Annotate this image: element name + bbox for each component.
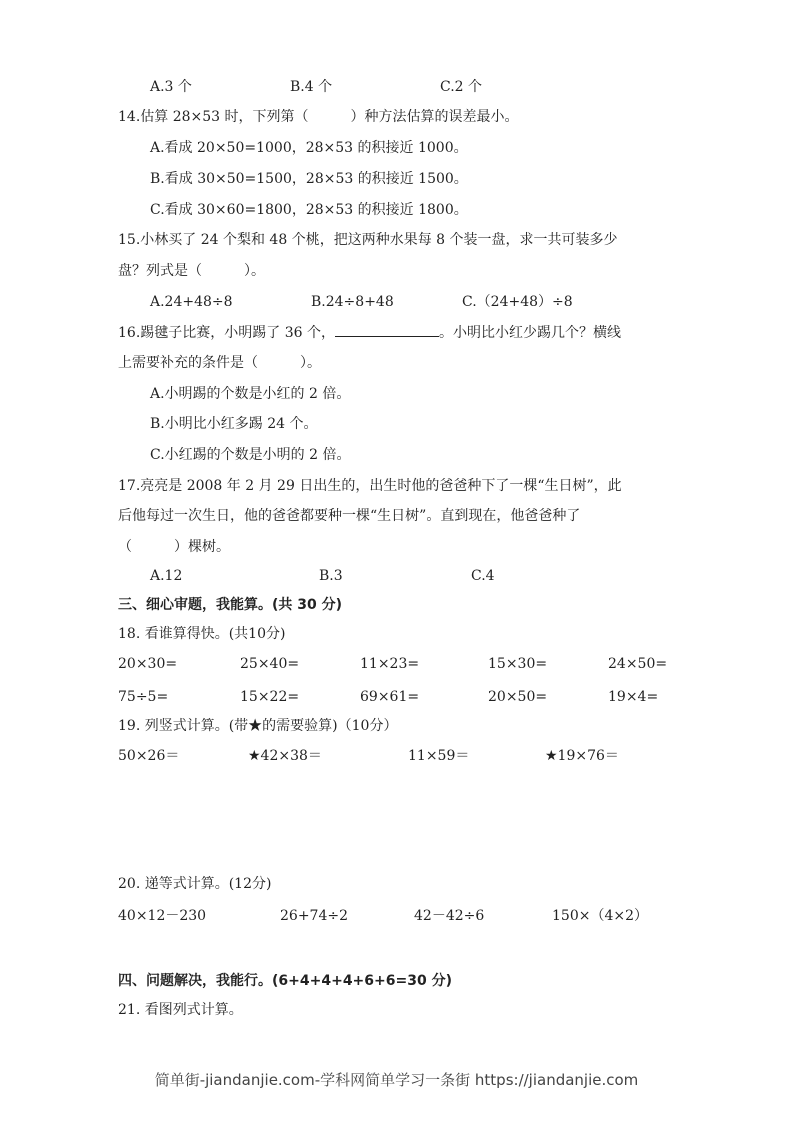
q15-option-c: C.（24+48）÷8 <box>462 294 573 310</box>
q18-row1-item: 24×50= <box>608 656 668 672</box>
q17-stem-line1: 17.亮亮是 2008 年 2 月 29 日出生的，出生时他的爸爸种下了一棵“生日树”，此 <box>118 478 622 494</box>
q16-stem-part2: 。小明比小红少踢几个？横线 <box>438 325 621 341</box>
q18-row1-item: 15×30= <box>488 656 548 672</box>
q18-row2-item: 19×4= <box>608 689 659 705</box>
q18-row1-item: 25×40= <box>240 656 300 672</box>
q18-row1-item: 20×30= <box>118 656 178 672</box>
q19-item: 50×26＝ <box>118 748 180 764</box>
q20-item: 42－42÷6 <box>414 908 485 924</box>
q13-option-c: C.2 个 <box>440 79 483 95</box>
answer-blank-line <box>335 322 439 337</box>
q17-option-a: A.12 <box>150 568 183 584</box>
q16-stem-line2: 上需要补充的条件是（ ）。 <box>118 355 321 371</box>
q21-stem: 21. 看图列式计算。 <box>118 1002 243 1018</box>
q14-option-c: C.看成 30×60=1800，28×53 的积接近 1800。 <box>150 202 468 218</box>
q20-item: 26+74÷2 <box>280 908 348 924</box>
page-footer: 简单街-jiandanjie.com-学科网简单学习一条街 https://jiandanjie.com <box>154 1071 639 1089</box>
q19-item: 11×59＝ <box>408 748 470 764</box>
q15-stem-line2: 盘？列式是（ ）。 <box>118 263 265 279</box>
q20-stem: 20. 递等式计算。(12分) <box>118 876 272 892</box>
q18-row1-item: 11×23= <box>360 656 420 672</box>
q18-row2-item: 69×61= <box>360 689 420 705</box>
q13-option-a: A.3 个 <box>150 79 192 95</box>
q16-option-c: C.小红踢的个数是小明的 2 倍。 <box>150 447 351 463</box>
q16-stem-part1: 16.踢毽子比赛，小明踢了 36 个， <box>118 325 335 341</box>
q15-stem-line1: 15.小林买了 24 个梨和 48 个桃，把这两种水果每 8 个装一盘，求一共可装多少 <box>118 232 618 248</box>
q14-option-a: A.看成 20×50=1000，28×53 的积接近 1000。 <box>150 140 468 156</box>
q15-option-b: B.24÷8+48 <box>311 294 394 310</box>
section4-title: 四、问题解决，我能行。(6+4+4+4+6+6=30 分) <box>118 973 452 989</box>
q16-option-b: B.小明比小红多踢 24 个。 <box>150 416 318 432</box>
q20-item: 40×12－230 <box>118 908 207 924</box>
q18-row2-item: 75÷5= <box>118 689 169 705</box>
q19-item-starred: ★42×38＝ <box>248 748 322 764</box>
q14-stem: 14.估算 28×53 时，下列第（ ）种方法估算的误差最小。 <box>118 109 519 125</box>
section3-title: 三、细心审题，我能算。(共 30 分) <box>118 597 343 613</box>
q17-stem-line2: 后他每过一次生日，他的爸爸都要种一棵“生日树”。直到现在，他爸爸种了 <box>118 508 581 524</box>
q19-stem: 19. 列竖式计算。(带★的需要验算)（10分） <box>118 718 398 734</box>
q19-item-starred: ★19×76＝ <box>545 748 619 764</box>
q17-stem-line3: （ ）棵树。 <box>118 539 230 555</box>
q18-stem: 18. 看谁算得快。(共10分) <box>118 626 286 642</box>
q17-option-b: B.3 <box>319 568 343 584</box>
q15-option-a: A.24+48÷8 <box>150 294 233 310</box>
q14-option-b: B.看成 30×50=1500，28×53 的积接近 1500。 <box>150 171 468 187</box>
q18-row2-item: 15×22= <box>240 689 300 705</box>
q16-stem-line1 <box>118 322 621 343</box>
q17-option-c: C.4 <box>471 568 495 584</box>
q20-item: 150×（4×2） <box>552 908 648 924</box>
q18-row2-item: 20×50= <box>488 689 548 705</box>
q13-option-b: B.4 个 <box>290 79 333 95</box>
q16-option-a: A.小明踢的个数是小红的 2 倍。 <box>150 386 351 402</box>
